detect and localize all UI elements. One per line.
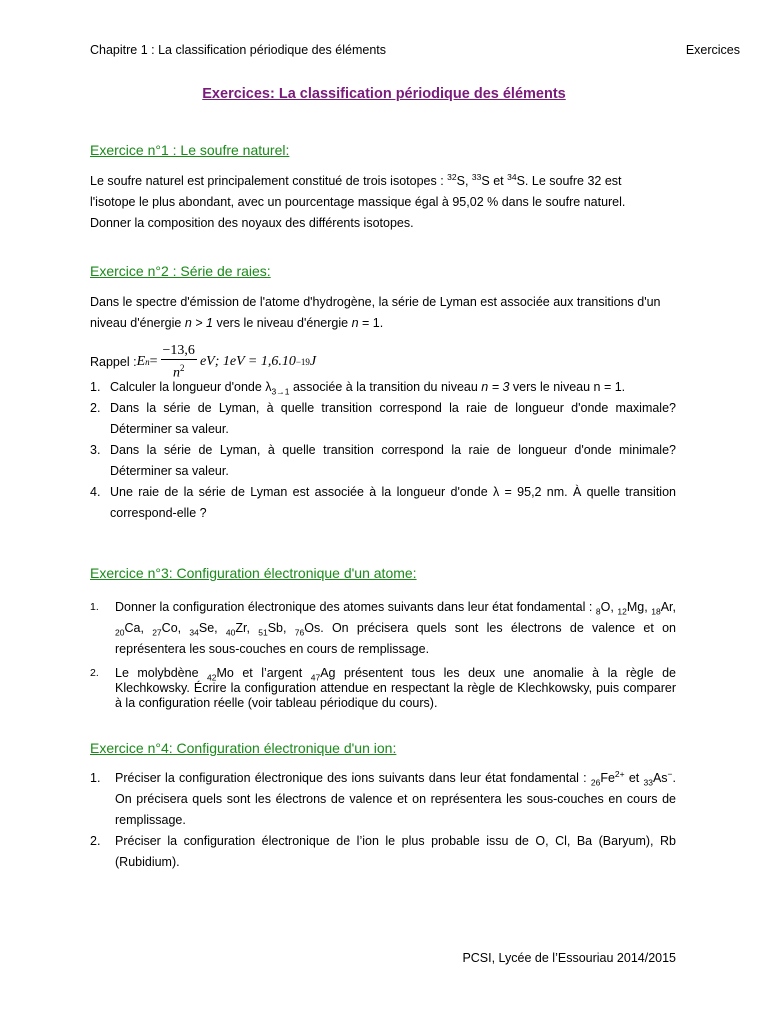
list-item: 3. Dans la série de Lyman, à quelle transition correspond la raie de longueur d'onde minimale? Déterminer sa valeur. (90, 443, 676, 478)
list-item: 1. Préciser la configuration électronique des ions suivants dans leur état fondamental : $_{26}Fe^{2+}$ et $_{33}$As−. On précisera quels sont les électrons de valence et on représentera les sous-couches en cours de remplissage. (90, 768, 676, 827)
list-item: 1. Donner la configuration électronique des atomes suivants dans leur état fondamental : $_8$O, $_{12}$Mg, $_{18}$Ar, $_{20}$Ca, $_{27}$Co, $_{34}$Se, $_{40}$Zr, $_{51}$Sb, $_{76}$Os. On précisera quels sont les électrons de valence et on représentera les sous-couches en cours de remplissage. (90, 600, 676, 656)
page-footer: PCSI, Lycée de l’Essouriau 2014/2015 (462, 951, 676, 965)
fraction: $\frac{-13,6}{n^2}$ (162, 343, 195, 381)
rappel-formula: Rappel : E n = $\frac{-13,6}{n^2}$ eV ; 1eV = 1,6.10 −19 J (90, 343, 317, 381)
exercise-1-title: Exercice n°1 : Le soufre naturel: (90, 142, 290, 158)
exercise-4-title: Exercice n°4: Configuration électronique d'un ion: (90, 740, 397, 756)
atom-symbol: $_{20}$Ca (115, 621, 141, 638)
header-section: Exercices (685, 43, 740, 57)
atom-symbol: $_{12}$Mg (617, 600, 645, 617)
atom-symbol: $_{34}$Se (189, 621, 215, 638)
atom-symbol: $_{27}$Co (152, 621, 178, 638)
header-chapter: Chapitre 1 : La classification périodique des éléments (90, 43, 387, 57)
list-item: 2. Le molybdène $_{42}$Mo et l’argent $_{47}$Ag présentent tous les deux une anomalie à la règle de Klechkowsky. Écrire la configuration attendue en respectant la règle de Klechkowsky, puis comparer à la configuration réelle (voir tableau périodique du cours). (90, 666, 676, 710)
exercise-1-text (90, 171, 676, 234)
exercise-2-intro: Dans le spectre d'émission de l'atome d'hydrogène, la série de Lyman est associée aux transitions d'un niveau d'énergie n > 1 vers le niveau d'énergie n = 1. (90, 295, 661, 330)
atom-symbol: $_{51}$Sb (258, 621, 284, 638)
list-item: 1. Calculer la longueur d'onde $\lambda_{3\to 1}$ associée à la transition du niveau n = 3 vers le niveau n = 1. (90, 380, 626, 397)
exercise-1-line-1: Le soufre naturel est principalement constitué de trois isotopes : $^{32}$S, $^{33}$S et $^{34}$S. Le soufre 32 est (90, 171, 622, 188)
exercise-2-title: Exercice n°2 : Série de raies: (90, 263, 271, 279)
list-item: 2. Dans la série de Lyman, à quelle transition correspond la raie de longueur d'onde maximale? Déterminer sa valeur. (90, 401, 676, 436)
energy-formula: E n = $\frac{-13,6}{n^2}$ eV ; 1eV = 1,6.10 −19 J (136, 343, 317, 381)
atom-list: $_8$O, $_{12}$Mg, $_{18}$Ar, $_{20}$Ca, $_{27}$Co, $_{34}$Se, $_{40}$Zr, $_{51}$Sb, $_{76}$Os (115, 600, 676, 638)
atom-symbol: $_{40}$Zr (225, 621, 247, 638)
page-title: Exercices: La classification périodique des éléments (202, 86, 566, 102)
atom-symbol: $_{18}$Ar (651, 600, 673, 617)
exercise-3-title: Exercice n°3: Configuration électronique d'un atome: (90, 565, 417, 581)
atom-symbol: $_{76}$Os (294, 621, 321, 638)
exercise-4-questions (90, 768, 676, 873)
exercise-3-questions (90, 597, 676, 717)
exercise-2-questions (90, 377, 676, 524)
atom-symbol: $_8$O (595, 600, 611, 617)
list-item: 4. Une raie de la série de Lyman est associée à la longueur d'onde λ = 95,2 nm. À quelle transition correspond-elle ? (90, 485, 676, 520)
list-item: 2. Préciser la configuration électronique de l’ion le plus probable issu de O, Cl, Ba (Baryum), Rb (Rubidium). (90, 834, 676, 869)
exercise-1-line-2: l'isotope le plus abondant, avec un pourcentage massique égal à 95,02 % dans le soufre naturel. (90, 195, 626, 209)
exercise-1-line-3: Donner la composition des noyaux des différents isotopes. (90, 216, 414, 230)
